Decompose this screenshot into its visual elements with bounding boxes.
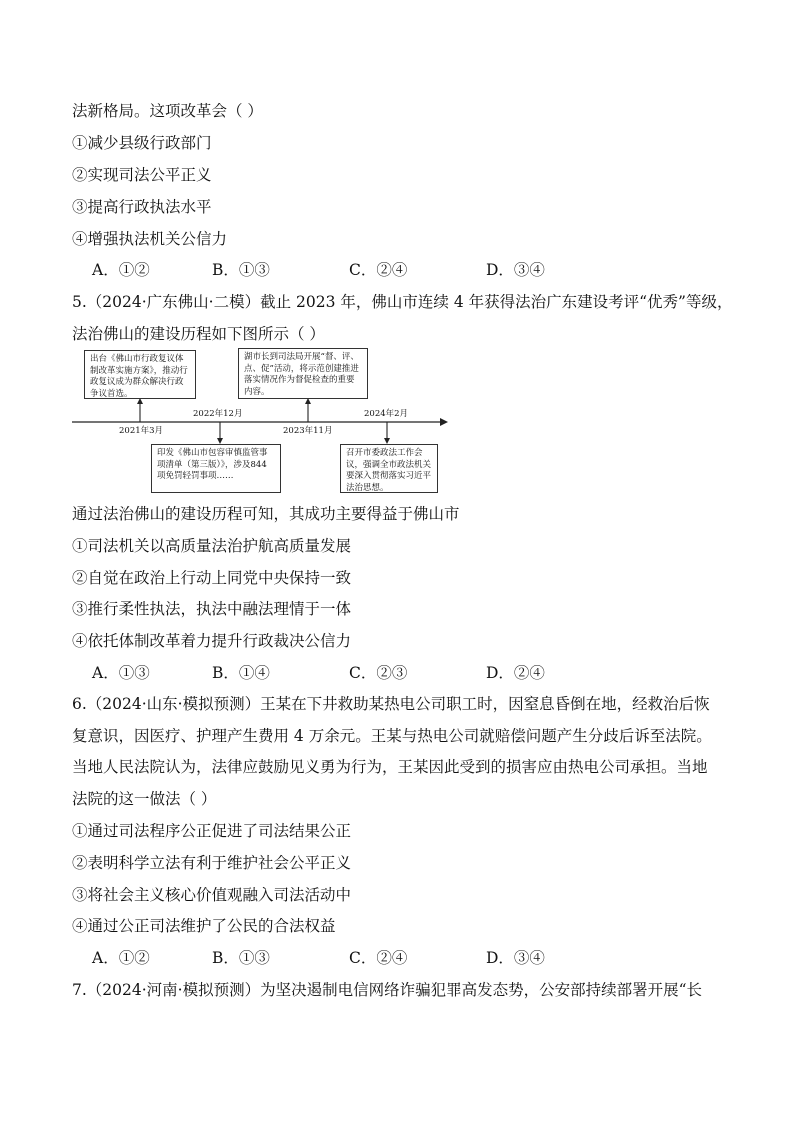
q6-option-c[interactable]: C．②④ [349,949,408,967]
timeline-box-2022: 印发《佛山市包容审慎监管事项清单（第三版）》，涉及844项免罚轻罚事项…… [151,444,281,493]
q6-item-1: ①通过司法程序公正促进了司法结果公正 [72,822,352,840]
q6-item-2: ②表明科学立法有利于维护社会公平正义 [72,854,352,872]
q6-option-d[interactable]: D．③④ [486,949,545,967]
timeline-date-2023: 2023年11月 [283,426,333,436]
timeline-box-2021: 出台《佛山市行政复议体制改革实施方案》，推动行政复议成为群众解决行政争议首选。 [84,350,196,399]
q6-option-a[interactable]: A．①② [92,949,150,967]
q4-stem-cont: 法新格局。这项改革会（ ） [72,102,263,120]
q6-stem-line-4: 法院的这一做法（ ） [72,790,217,808]
timeline-box-2024: 召开市委政法工作会议，强调全市政法机关要深入贯彻落实习近平法治思想。 [340,444,438,493]
q5-option-d[interactable]: D．②④ [486,664,545,682]
q4-item-3: ③提高行政执法水平 [72,198,212,216]
q6-stem-line-2: 复意识，因医疗、护理产生费用 4 万余元。王某与热电公司就赔偿问题产生分歧后诉至法院。 [72,727,712,745]
q6-stem-line-3: 当地人民法院认为，法律应鼓励见义勇为行为，王某因此受到的损害应由热电公司承担。当地 [72,758,708,776]
q5-item-1: ①司法机关以高质量法治护航高质量发展 [72,537,352,555]
q5-option-b[interactable]: B．①④ [212,664,270,682]
q6-option-b[interactable]: B．①③ [212,949,270,967]
q5-option-c[interactable]: C．②③ [349,664,408,682]
timeline-date-2021: 2021年3月 [119,426,164,436]
q4-option-c[interactable]: C．②④ [349,261,408,279]
q6-item-4: ④通过公正司法维护了公民的合法权益 [72,917,336,935]
q5-item-3: ③推行柔性执法，执法中融法理情于一体 [72,600,352,618]
timeline-date-2024: 2024年2月 [364,409,409,419]
q7-stem-line-1: 7.（2024·河南·模拟预测）为坚决遏制电信网络诈骗犯罪高发态势，公安部持续部署开展“长 [72,981,703,999]
q6-item-3: ③将社会主义核心价值观融入司法活动中 [72,886,352,904]
q5-stem: 通过法治佛山的建设历程可知，其成功主要得益于佛山市 [72,505,460,523]
q5-stem-line-2: 法治佛山的建设历程如下图所示（ ） [72,325,325,343]
q4-item-4: ④增强执法机关公信力 [72,230,228,248]
q5-option-a[interactable]: A．①③ [92,664,150,682]
q5-item-4: ④依托体制改革着力提升行政裁决公信力 [72,632,352,650]
q6-stem-line-1: 6.（2024·山东·模拟预测）王某在下井救助某热电公司职工时，因窒息昏倒在地，经救治后恢 [72,695,710,713]
q5-item-2: ②自觉在政治上行动上同党中央保持一致 [72,569,352,587]
timeline-date-2022: 2022年12月 [193,409,243,419]
timeline-arrow-head [440,418,448,426]
q5-stem-line-1: 5.（2024·广东佛山·二模）截止 2023 年，佛山市连续 4 年获得法治广东建设考评“优秀”等级， [72,293,733,311]
q4-item-1: ①减少县级行政部门 [72,134,212,152]
q4-option-d[interactable]: D．③④ [486,261,545,279]
timeline-box-2023: 湖市长到司法局开展“督、评、点、促”活动，将示范创建推进落实情况作为督促检查的重要内容。 [238,348,368,399]
q4-option-a[interactable]: A．①② [92,261,150,279]
q4-item-2: ②实现司法公平正义 [72,166,212,184]
q4-option-b[interactable]: B．①③ [212,261,270,279]
